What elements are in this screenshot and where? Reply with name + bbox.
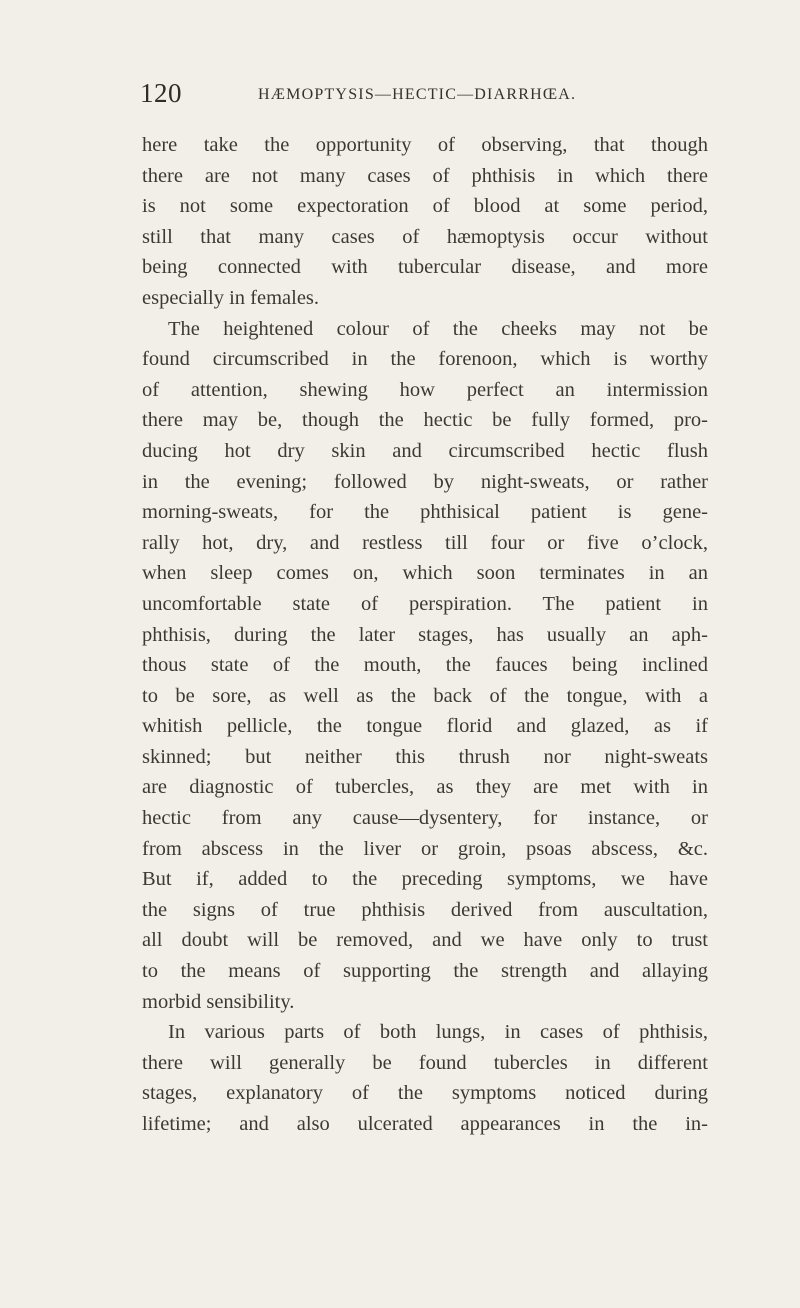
text-line: lifetime; and also ulcerated appearances in the in- <box>142 1113 708 1135</box>
text-line: whitish pellicle, the tongue florid and glazed, as if <box>142 715 708 738</box>
text-line: hectic from any cause—dysentery, for instance, or <box>142 807 708 830</box>
text-line: morning-sweats, for the phthisical patient is gene- <box>142 501 708 524</box>
text-line: are diagnostic of tubercles, as they are met with in <box>142 776 708 799</box>
text-line: all doubt will be removed, and we have only to trust <box>142 929 708 952</box>
text-line: from abscess in the liver or groin, psoas abscess, &c. <box>142 837 708 860</box>
text-line: to be sore, as well as the back of the tongue, with a <box>142 684 708 707</box>
text-line: there may be, though the hectic be fully formed, pro- <box>142 409 708 432</box>
text-line: found circumscribed in the forenoon, which is worthy <box>142 348 708 371</box>
text-line: The heightened colour of the cheeks may not be <box>168 317 708 340</box>
text-line: ducing hot dry skin and circumscribed hectic flush <box>142 439 708 462</box>
running-head: HÆMOPTYSIS—HECTIC—DIARRHŒA. <box>258 86 577 103</box>
text-line: when sleep comes on, which soon terminates in an <box>142 562 708 585</box>
text-line: here take the opportunity of observing, that though <box>142 134 708 156</box>
text-line: morbid sensibility. <box>142 990 295 1013</box>
text-line: In various parts of both lungs, in cases of phthisis, <box>168 1021 708 1044</box>
text-line: the signs of true phthisis derived from auscultation, <box>142 898 708 921</box>
text-line: being connected with tubercular disease, and more <box>142 256 708 279</box>
text-line: stages, explanatory of the symptoms noticed during <box>142 1082 708 1105</box>
text-line: thous state of the mouth, the fauces being inclined <box>142 654 708 677</box>
text-line: still that many cases of hæmoptysis occur without <box>142 225 708 248</box>
text-line: skinned; but neither this thrush nor night-sweats <box>142 745 708 768</box>
text-line: is not some expectoration of blood at some period, <box>142 195 708 218</box>
text-line: in the evening; followed by night-sweats, or rather <box>142 470 708 493</box>
page-header <box>140 78 700 118</box>
text-line: especially in females. <box>142 286 320 309</box>
body-text <box>142 130 708 1140</box>
text-line: there will generally be found tubercles in different <box>142 1051 708 1074</box>
text-line: phthisis, during the later stages, has usually an aph- <box>142 623 708 646</box>
text-line: of attention, shewing how perfect an intermission <box>142 378 708 401</box>
text-line: uncomfortable state of perspiration. The patient in <box>142 592 708 615</box>
text-line: But if, added to the preceding symptoms, we have <box>142 868 708 891</box>
text-line: there are not many cases of phthisis in which there <box>142 164 708 187</box>
text-line: rally hot, dry, and restless till four or five o’clock, <box>142 531 708 554</box>
page-number: 120 <box>140 78 182 108</box>
text-line: to the means of supporting the strength and allaying <box>142 960 708 983</box>
